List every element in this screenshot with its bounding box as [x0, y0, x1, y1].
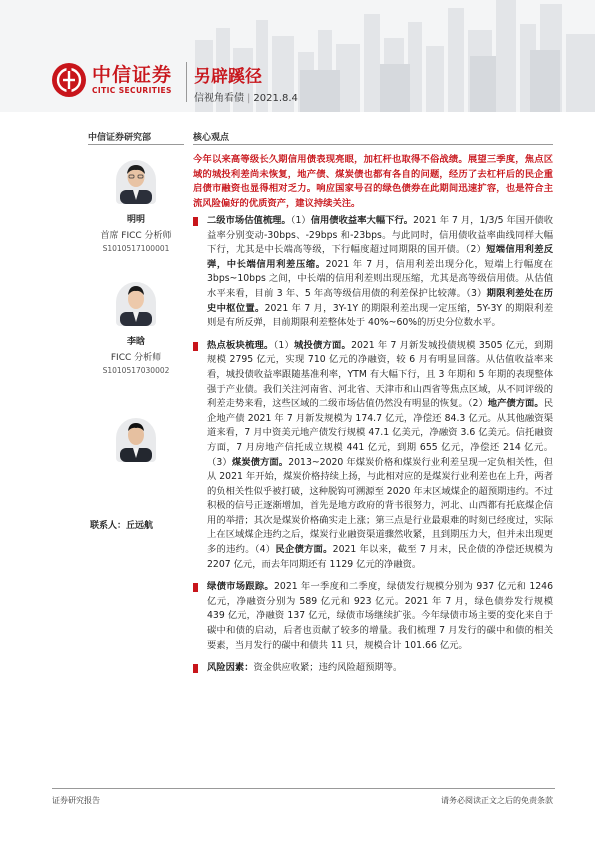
bullet-text: 2021 年一季度和二季度，绿债发行规模分别为 937 亿元和 1246 亿元，净融资分别为 589 亿元和 923 亿元。2021 年 7 月，绿色债券发行规模 439 亿元，净融资 137 亿元，绿债市场继续扩张。今年绿债市场主要的变化来自于碳中和债的启动，后者也贡献了较多的增量。我们梳理 7 月发行的碳中和债的相关要素，当月发行的碳中和债共 11 只，规模合计 101.66 亿元。 — [207, 581, 553, 651]
footer-disclaimer: 请务必阅读正文之后的免责条款 — [441, 796, 553, 805]
research-dept-heading: 中信证券研究部 — [88, 133, 152, 143]
report-date: 2021.8.4 — [253, 93, 298, 104]
bullet-emphasis: 绿债市场跟踪。 — [207, 581, 274, 593]
report-series: 信视角看债 — [194, 93, 244, 104]
bullet-marker — [193, 217, 198, 226]
report-title: 另辟蹊径 — [194, 67, 262, 87]
bullet-paragraph — [193, 214, 553, 331]
core-summary: 今年以来高等级长久期信用债表现亮眼，加杠杆也取得不俗战绩。展望三季度，焦点区域的城投利差尚未恢复，地产债、煤炭债也都有各自的问题，经历了去杠杆后的民企重启债市融资也显得相对乏力。响应国家号召的绿色债券在此期间迅速扩容，也是符合主流风险偏好的优质资产，建议持续关注。 — [193, 154, 553, 209]
bullet-emphasis: 民企债方面。 — [275, 544, 333, 556]
citic-logo-icon — [52, 63, 86, 97]
bullet-paragraph — [193, 661, 553, 676]
bullet-text: 资金供应收紧；违约风险超预期等。 — [253, 662, 403, 674]
logo-chinese-name: 中信证券 — [92, 64, 173, 86]
analyst-license-id: S1010517030002 — [102, 366, 170, 375]
analyst-name: 明明 — [126, 215, 145, 225]
core-views-heading: 核心观点 — [193, 133, 230, 143]
report-subtitle: 信视角看债 | 2021.8.4 — [194, 93, 298, 104]
analyst-card — [88, 282, 184, 375]
citic-logo — [52, 63, 172, 97]
avatar — [116, 160, 156, 204]
analyst-title: FICC 分析师 — [110, 353, 162, 363]
bullet-paragraph — [193, 580, 553, 653]
bullet-marker — [193, 664, 198, 673]
bullet-text: 2021 年 7 月，信用利差出现分化，短端上行幅度在 3bps~10bps 之间，中长端的信用利差则出现压缩，尤其是高等级信用债。从估值水平来看，目前 3 年、5 年高等级信用债的利差保护比较薄。（3） — [207, 258, 553, 299]
bullet-emphasis: 煤炭债方面。 — [231, 456, 289, 468]
header-divider — [186, 62, 187, 102]
bullet-emphasis: 期限利差处在历史中枢位置。 — [207, 287, 553, 314]
analyst-title: 首席 FICC 分析师 — [100, 231, 172, 241]
bullet-emphasis: 城投债方面。 — [294, 339, 352, 351]
left-heading-rule — [88, 144, 184, 145]
bullet-text: 2021 年 7 月，3Y-1Y 的期限利差出现一定压缩，5Y-3Y 的期限利差则是有所反弹，目前期限利差整体处于 40%~60%的历史分位数水平。 — [207, 302, 553, 329]
bullet-emphasis: 二级市场估值梳理。 — [207, 215, 291, 226]
logo-english-name: CITIC SECURITIES — [92, 86, 172, 95]
contact-photo-card — [88, 418, 184, 462]
page-header — [0, 0, 595, 112]
contact-name: 丘远航 — [126, 521, 154, 531]
right-heading-rule — [193, 144, 553, 145]
bullet-text: 2021 年 7 月新发城投债规模 3505 亿元，到期规模 2795 亿元，实现 710 亿元的净融资，较 6 月有明显回落。从估值收益率来看，城投债收益率跟随基准利率，YTM 有大幅下行，且 3 年期和 5 年期的表现整体强于产业债。我们关注河南省、河北省、天津市和山西省等焦点区域，从不同评级的利差走势来看，这些区域的二级市场估值仍然没有明显的恢复。（2） — [207, 339, 553, 410]
bullet-text: （1） — [290, 215, 311, 226]
bullet-list — [193, 214, 553, 684]
analyst-card — [88, 160, 184, 253]
bullet-text: （1） — [273, 339, 295, 351]
bullet-text: 2013~2020 年煤炭价格和煤炭行业利差呈现一定负相关性，但从 2021 年开始，煤炭价格持续上扬，与此相对应的是煤炭行业利差也在上升，两者的负相关性似乎被打破，这种脱钩可溯源至 2020 年末区域煤企的超预期违约。不过积极的信号正逐渐增加，首先是地方政府的背书很努力，河北、山西都有托底煤企信用的举措；其次是煤炭价格确实走上涨；第三点是行业最艰难的时刻已经度过，实际上在区域煤企违约之后，煤炭行业融资渠道骤然收紧，且到期压力大，但并未出现更多的违约。（4） — [207, 456, 553, 556]
bullet-paragraph — [193, 339, 553, 573]
bullet-text: 民企地产债 2021 年 7 月新发规模为 174.7 亿元，净偿还 84.3 亿元。从其他融资渠道来看，7 月中资美元地产债发行规模 47.1 亿美元，净融资 3.6 亿美元。信托融资方面，7 月房地产信托成立规模 441 亿元，到期 655 亿元，净偿还 214 亿元。（3） — [207, 398, 553, 468]
footer-rule — [52, 788, 555, 789]
analyst-license-id: S1010517100001 — [102, 244, 170, 253]
bullet-marker — [193, 342, 198, 351]
footer-label: 证券研究报告 — [52, 796, 100, 805]
analyst-name: 李晗 — [126, 337, 145, 347]
bullet-emphasis: 信用债收益率大幅下行。 — [310, 215, 414, 226]
contact-label: 联系人： — [90, 521, 127, 531]
bullet-marker — [193, 583, 198, 592]
bullet-emphasis: 地产债方面。 — [487, 398, 544, 410]
contact-line — [90, 518, 153, 531]
bullet-text: 2021 年 7 月，1/3/5 年国开债收益率分别变动-30bps、-29bps 和-23bps。与此同时，信用债收益率曲线同样大幅下行，尤其是中长端高等级，下行幅度超过同期限的国开债。（2） — [207, 215, 554, 256]
bullet-text: 2021 年以来，截至 7 月末，民企债的净偿还规模为 2207 亿元，而去年同期还有 1129 亿元的净融资。 — [207, 544, 553, 570]
avatar — [116, 418, 156, 462]
bullet-emphasis: 风险因素： — [207, 662, 254, 674]
bullet-emphasis: 热点板块梳理。 — [207, 339, 274, 351]
bullet-emphasis: 短端信用利差反弹，中长端信用利差压缩。 — [207, 244, 553, 270]
avatar — [116, 282, 156, 326]
